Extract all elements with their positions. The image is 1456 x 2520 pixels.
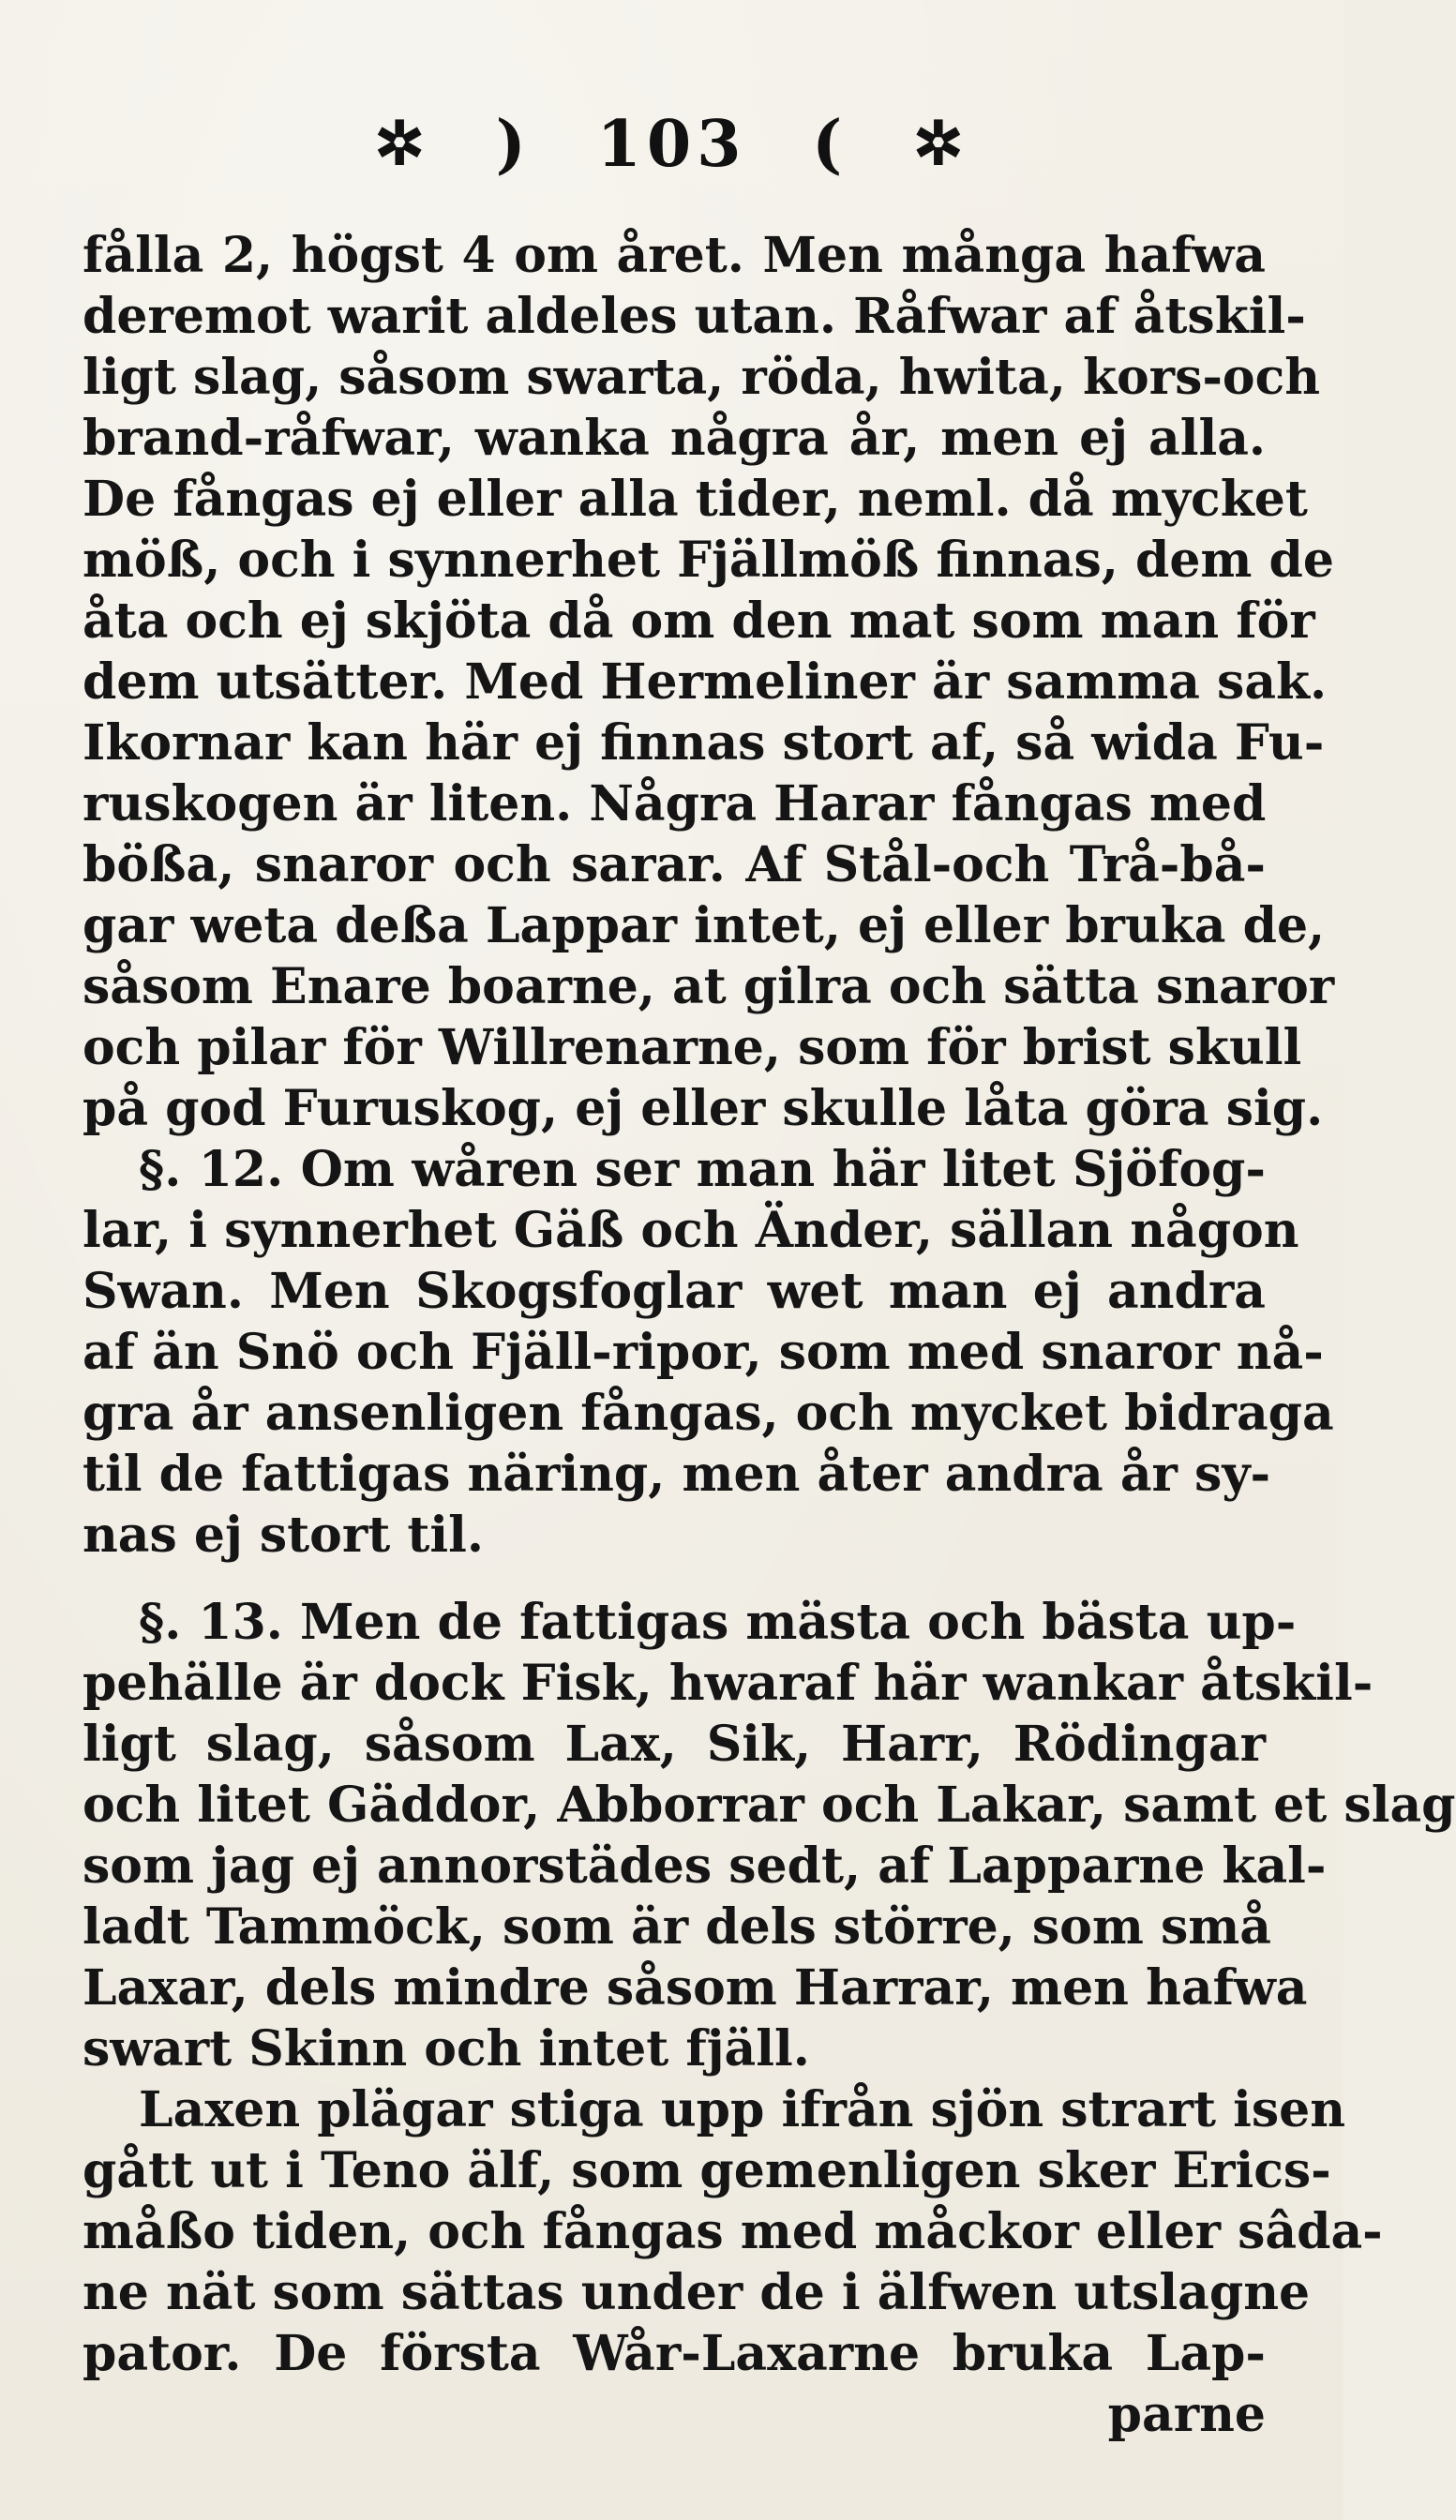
left-parenthesis: ): [495, 106, 532, 182]
text-line: swart Skinn och intet fjäll.: [83, 2020, 810, 2078]
text-line: pehälle är dock Fisk, hwaraf här wankar åtskil-: [83, 1655, 1373, 1712]
right-parenthesis: (: [812, 106, 848, 182]
text-line: De fångas ej eller alla tider, neml. då mycket: [83, 471, 1308, 528]
text-line: gra år ansenligen fångas, och mycket bidraga: [83, 1385, 1334, 1442]
text-line: gar weta deßa Lappar intet, ej eller bruka de,: [83, 897, 1326, 954]
text-line: som jag ej annorstädes sedt, af Lapparne kal-: [83, 1838, 1327, 1895]
text-line: på god Furuskog, ej eller skulle låta göra sig.: [83, 1080, 1324, 1137]
page-number: 103: [596, 106, 747, 182]
text-line: Swan. Men Skogsfoglar wet man ej andra: [83, 1263, 1266, 1320]
paragraph-start-line: Laxen plägar stiga upp ifrån sjön strart isen: [139, 2081, 1346, 2138]
catchword: parne: [1107, 2386, 1266, 2443]
text-line: ruskogen är liten. Några Harar fångas med: [83, 775, 1267, 832]
text-line: pator. De första Wår-Laxarne bruka Lap-: [83, 2325, 1266, 2382]
text-line: ladt Tammöck, som är dels större, som små: [83, 1898, 1271, 1956]
paragraph-gap: [83, 1566, 1266, 1592]
page-header: [0, 101, 1343, 182]
text-line: deremot warit aldeles utan. Råfwar af åtskil-: [83, 288, 1306, 345]
text-line: ligt slag, såsom swarta, röda, hwita, kors-och: [83, 349, 1321, 406]
text-line: bößa, snaror och sarar. Af Stål-och Trå-bå-: [83, 836, 1266, 893]
text-line: möß, och i synnerhet Fjällmöß finnas, dem de: [83, 532, 1334, 589]
text-line: och pilar för Willrenarne, som för brist skull: [83, 1019, 1302, 1076]
text-line: lar, i synnerhet Gäß och Änder, sällan någon: [83, 1202, 1299, 1259]
text-line: Laxar, dels mindre såsom Harrar, men hafwa: [83, 1959, 1308, 2017]
text-line: fålla 2, högst 4 om året. Men många hafwa: [83, 227, 1266, 284]
text-line: ne nät som sättas under de i älfwen utslagne: [83, 2264, 1311, 2321]
text-line: nas ej stort til.: [83, 1507, 485, 1564]
right-star-ornament-icon: ✲: [913, 109, 969, 179]
section-12-heading-line: §. 12. Om wåren ser man här litet Sjöfog-: [139, 1141, 1266, 1198]
text-line: Ikornar kan här ej finnas stort af, så wida Fu-: [83, 714, 1325, 772]
text-line: gått ut i Teno älf, som gemenligen sker Erics-: [83, 2142, 1331, 2199]
text-line: såsom Enare boarne, at gilra och sätta snaror: [83, 958, 1335, 1015]
left-star-ornament-icon: ✲: [374, 109, 430, 179]
text-line: til de fattigas näring, men åter andra år sy-: [83, 1446, 1271, 1503]
text-line: af än Snö och Fjäll-ripor, som med snaror nå-: [83, 1324, 1324, 1381]
text-line: ligt slag, såsom Lax, Sik, Harr, Rödingar: [83, 1716, 1266, 1773]
page-body: [83, 225, 1456, 2445]
text-line: dem utsätter. Med Hermeliner är samma sak.: [83, 653, 1328, 711]
section-13-heading-line: §. 13. Men de fattigas mästa och bästa up-: [139, 1594, 1297, 1651]
text-line: brand-råfwar, wanka några år, men ej alla.: [83, 410, 1266, 467]
text-line: och litet Gäddor, Abborrar och Lakar, samt et slag: [83, 1777, 1456, 1834]
text-line: måßo tiden, och fångas med måckor eller sâda-: [83, 2203, 1383, 2260]
text-line: åta och ej skjöta då om den mat som man för: [83, 592, 1315, 650]
